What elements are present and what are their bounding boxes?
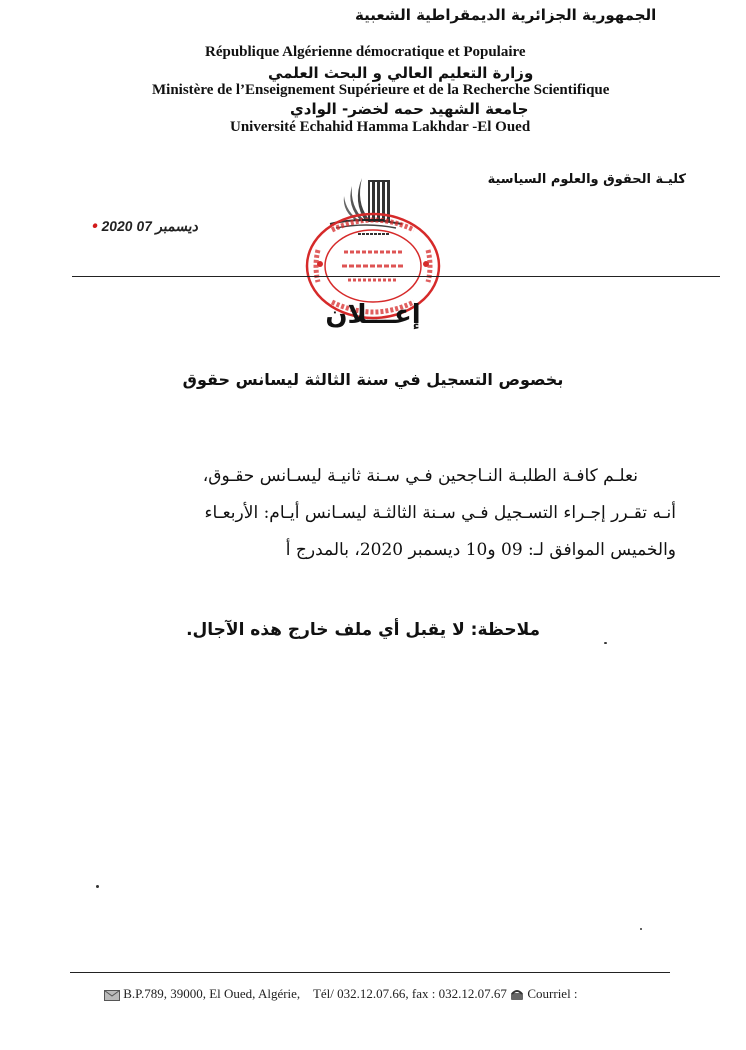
ministry-title-fr: Ministère de l’Enseignement Supérieure et de la Recherche Scientifique: [152, 82, 610, 98]
date-dot-mark: •: [90, 218, 99, 235]
republic-title-ar: الجمهورية الجزائرية الديمقراطية الشعبية: [355, 6, 657, 24]
announcement-note: ملاحظة: لا يقبل أي ملف خارج هذه الآجال.: [186, 620, 540, 640]
announcement-body-line-2: أنـه تقـرر إجـراء التسـجيل فـي سـنة الثالثـة ليسـانس أيـام: الأربعـاء: [204, 503, 676, 523]
envelope-icon: [104, 990, 120, 1001]
footer-address: B.P.789, 39000, El Oued, Algérie,: [123, 986, 301, 1001]
header-divider: [72, 276, 720, 277]
announcement-body-line-1: نعلـم كافـة الطلبـة النـاجحين فـي سـنة ثانيـة ليسـانس حقـوق،: [202, 466, 638, 486]
republic-title-fr: République Algérienne démocratique et Populaire: [205, 44, 526, 60]
footer-divider: [70, 972, 670, 973]
university-name-fr: Université Echahid Hamma Lakhdar -El Oued: [230, 119, 531, 135]
date-stamp: [91, 218, 200, 236]
faculty-name: كليـة الحقوق والعلوم السياسية: [487, 172, 686, 187]
announcement-subtitle: بخصوص التسجيل في سنة الثالثة ليسانس حقوق: [182, 370, 564, 389]
announcement-body-line-3: والخميس الموافق لـ: 09 و10 ديسمبر 2020، بالمدرج أ: [285, 540, 676, 560]
university-name-ar: جامعة الشهيد حمه لخضر- الوادي: [290, 100, 529, 118]
scan-speck: [604, 642, 607, 644]
scan-speck: [96, 885, 99, 888]
phone-icon: [510, 990, 524, 1001]
footer-phone-fax: Tél/ 032.12.07.66, fax : 032.12.07.67: [312, 986, 507, 1001]
footer-email-label: Courriel :: [527, 986, 578, 1001]
scan-speck: [640, 928, 642, 930]
date-stamp-text: 2020 ديسمبر 07: [100, 218, 200, 234]
ministry-title-ar: وزارة التعليم العالي و البحث العلمي: [268, 64, 534, 82]
announcement-title: إعـــلان: [325, 300, 421, 330]
footer-contact: [104, 986, 578, 1002]
